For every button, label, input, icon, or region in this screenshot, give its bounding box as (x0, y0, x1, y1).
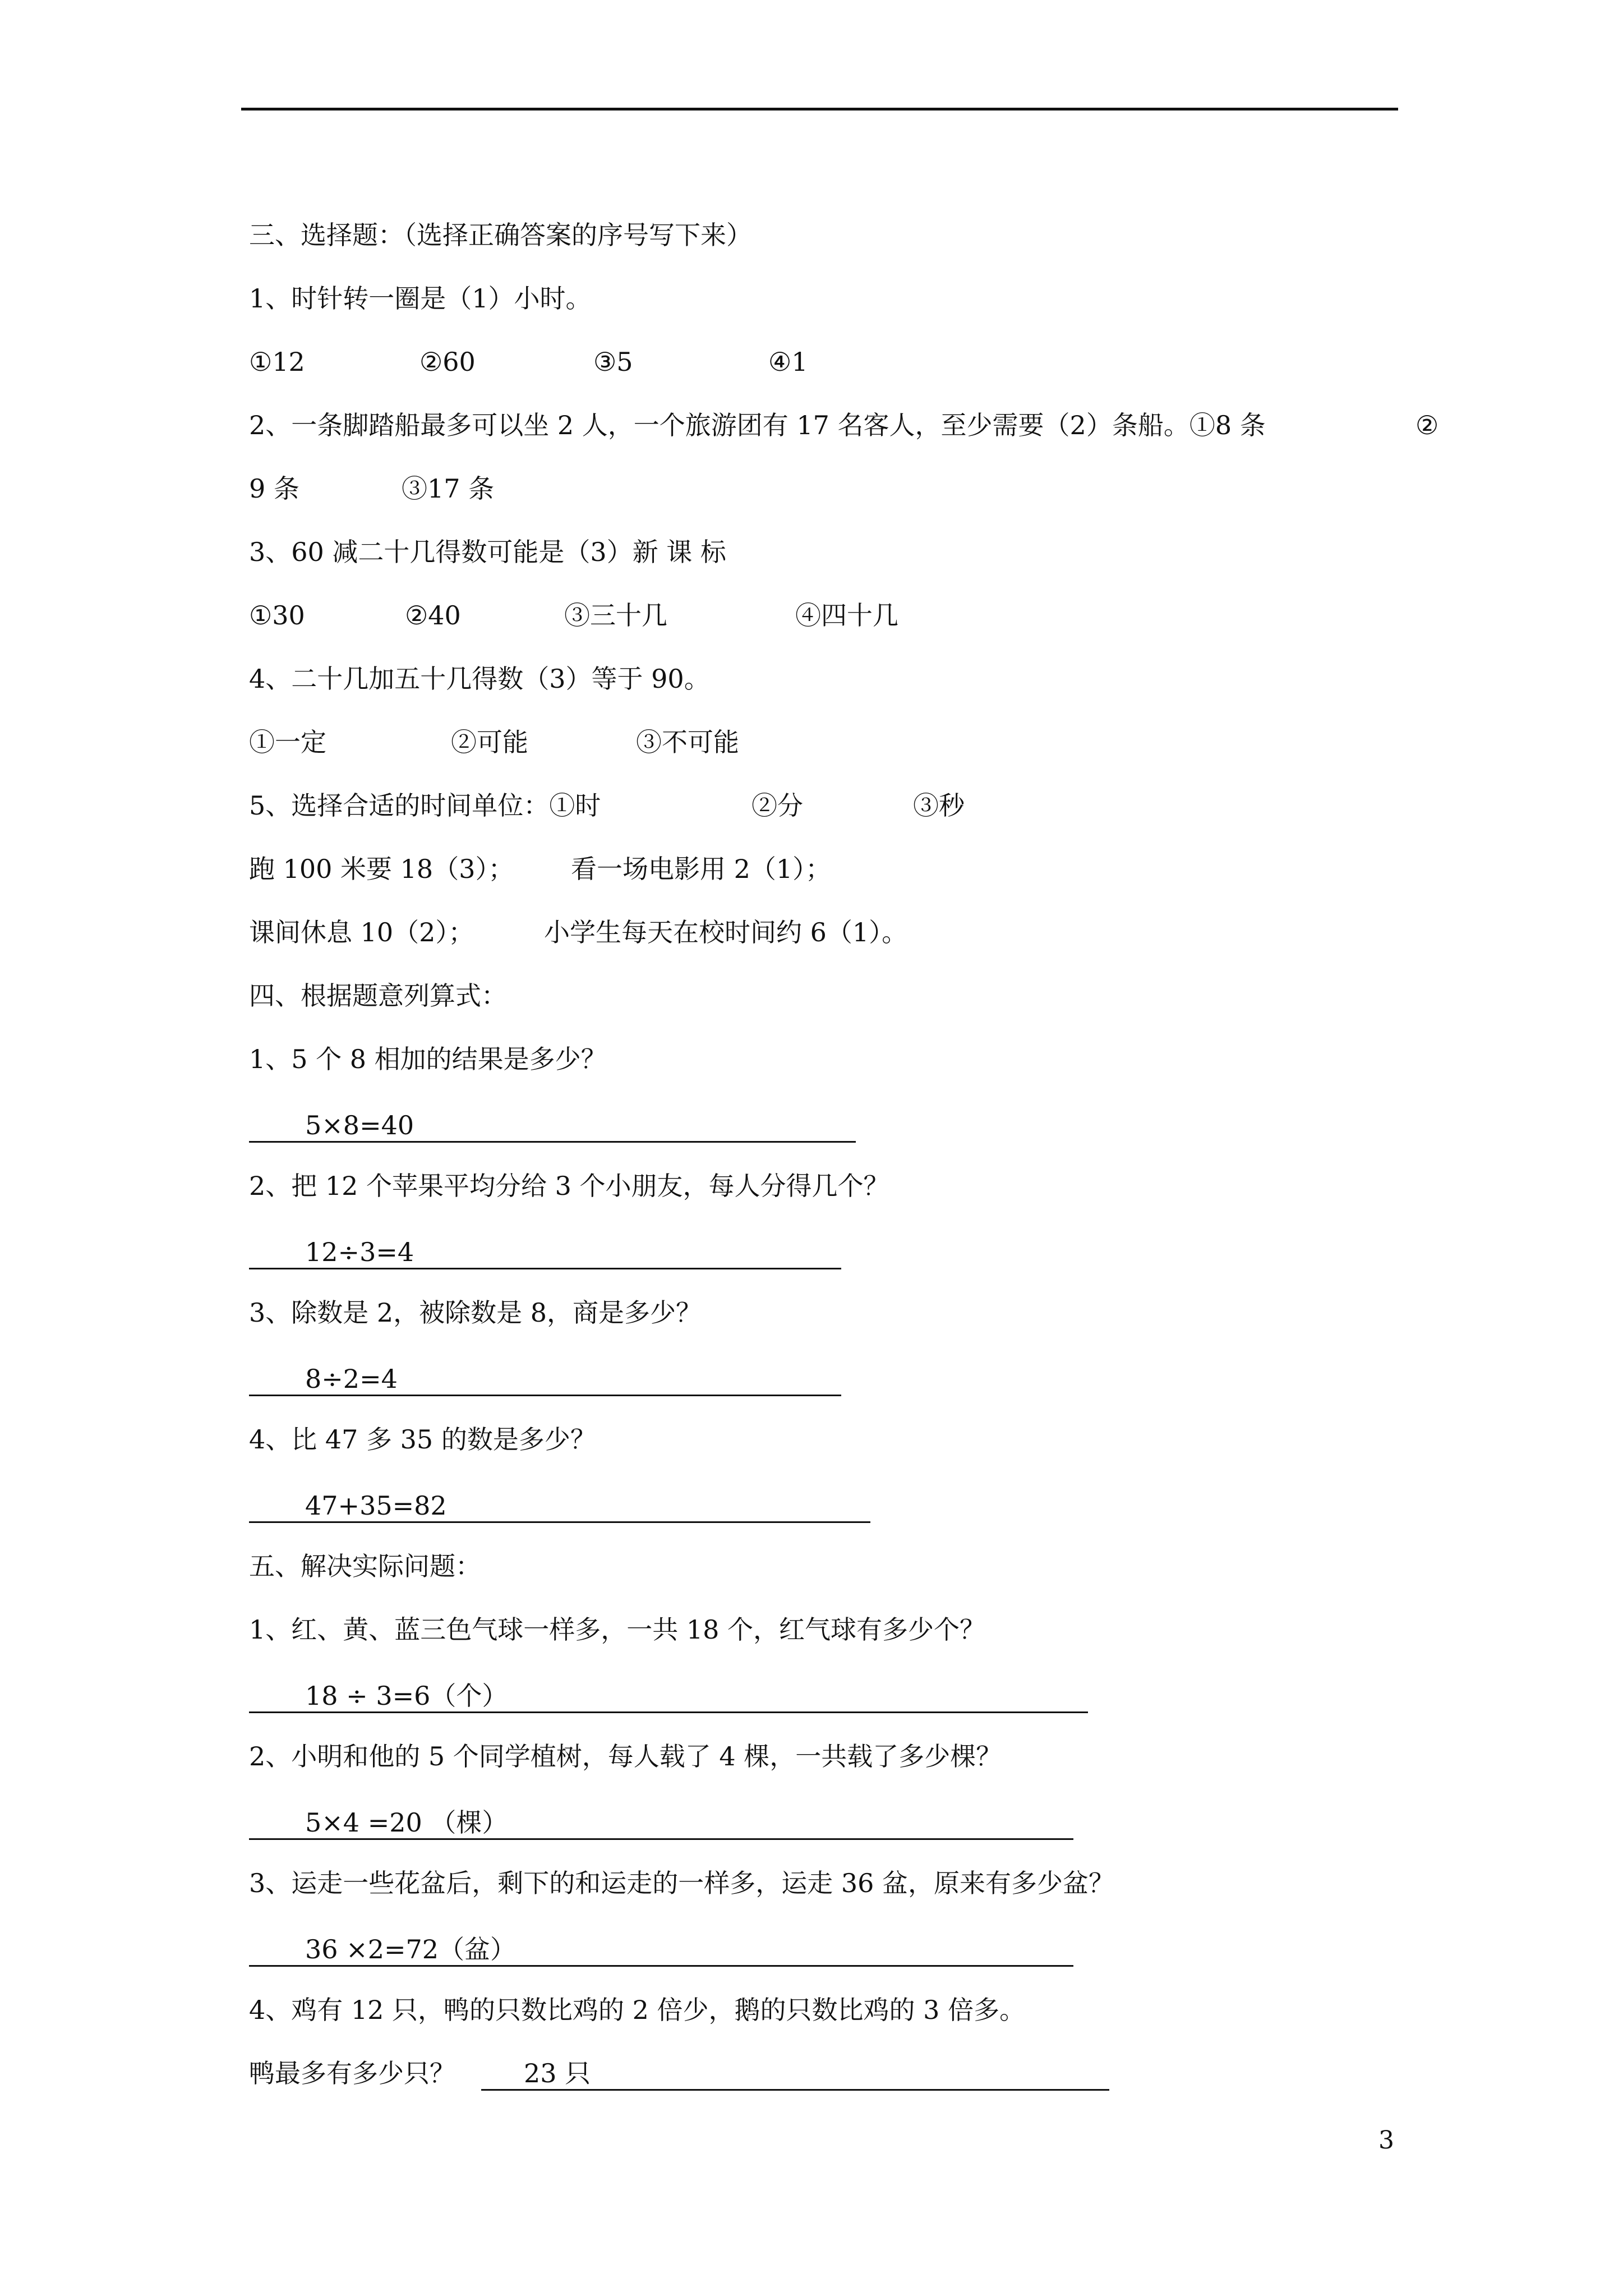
option-3-1-a: ①12 (249, 347, 305, 377)
option-3-4-c: ③不可能 (636, 727, 739, 757)
question-4-4: 4、比 47 多 35 的数是多少？ (249, 1424, 596, 1455)
question-3-4: 4、二十几加五十几得数（3）等于 90。 (249, 664, 710, 694)
answer-4-3: 8÷2=4 (305, 1364, 398, 1394)
question-5-1: 1、红、黄、蓝三色气球一样多，一共 18 个，红气球有多少个？ (249, 1614, 986, 1645)
section-3-heading: 三、选择题：（选择正确答案的序号写下来） (249, 220, 752, 250)
answer-underline (249, 1711, 1088, 1713)
question-4-3: 3、除数是 2，被除数是 8，商是多少？ (249, 1297, 702, 1328)
option-3-1-c: ③5 (593, 347, 633, 377)
question-3-2: 2、一条脚踏船最多可以坐 2 人，一个旅游团有 17 名客人，至少需要（2）条船。①8 条 (249, 410, 1266, 440)
answer-underline (249, 1965, 1073, 1967)
answer-underline (249, 1838, 1073, 1840)
page-number: 3 (1378, 2126, 1394, 2155)
header-rule (241, 108, 1398, 111)
question-3-5-a: 跑 100 米要 18（3）； (249, 854, 514, 884)
option-3-2-b: 9 条 (249, 473, 299, 504)
answer-4-4: 47+35=82 (305, 1490, 447, 1521)
option-3-3-c: ③三十几 (564, 600, 667, 631)
question-3-5-b: 看一场电影用 2（1）； (571, 854, 832, 884)
option-3-3-b: ②40 (405, 600, 461, 631)
unit-second: ③秒 (913, 790, 965, 821)
option-3-3-a: ①30 (249, 600, 305, 631)
answer-4-2: 12÷3=4 (305, 1237, 414, 1267)
section-4-heading: 四、根据题意列算式： (249, 981, 507, 1011)
question-5-2: 2、小明和他的 5 个同学植树，每人载了 4 棵，一共载了多少棵？ (249, 1741, 1002, 1772)
option-3-4-a: ①一定 (249, 727, 326, 757)
question-3-3: 3、60 减二十几得数可能是（3）新 课 标 (249, 537, 726, 567)
question-4-1: 1、5 个 8 相加的结果是多少？ (249, 1044, 607, 1074)
answer-4-1: 5×8=40 (305, 1110, 414, 1140)
option-3-2-c: ③17 条 (402, 473, 495, 504)
option-3-4-b: ②可能 (451, 727, 528, 757)
question-3-1: 1、时针转一圈是（1）小时。 (249, 283, 592, 314)
question-3-5-d: 小学生每天在校时间约 6（1）。 (544, 917, 908, 947)
question-3-5-c: 课间休息 10（2）； (249, 917, 474, 947)
answer-underline (481, 2089, 1109, 2091)
option-3-2-b-marker: ② (1415, 410, 1439, 440)
option-3-1-b: ②60 (419, 347, 476, 377)
answer-5-3: 36 ×2=72（盆） (305, 1934, 517, 1964)
option-3-1-d: ④1 (768, 347, 808, 377)
question-4-2: 2、把 12 个苹果平均分给 3 个小朋友，每人分得几个？ (249, 1171, 889, 1201)
answer-underline (249, 1141, 856, 1143)
answer-underline (249, 1521, 870, 1523)
answer-5-2: 5×4 =20 （棵） (305, 1807, 508, 1838)
question-5-3: 3、运走一些花盆后，剩下的和运走的一样多，运走 36 盆，原来有多少盆？ (249, 1868, 1115, 1898)
question-3-5: 5、选择合适的时间单位：①时 (249, 790, 601, 821)
question-5-4: 4、鸡有 12 只，鸭的只数比鸡的 2 倍少，鹅的只数比鸡的 3 倍多。 (249, 1995, 1026, 2025)
answer-underline (249, 1268, 841, 1269)
section-5-heading: 五、解决实际问题： (249, 1551, 481, 1581)
answer-underline (249, 1395, 841, 1396)
answer-5-1: 18 ÷ 3=6（个） (305, 1681, 508, 1711)
unit-minute: ②分 (751, 790, 803, 821)
answer-5-4: 23 只 (524, 2058, 591, 2088)
question-5-4-sub: 鸭最多有多少只？ (249, 2058, 455, 2088)
option-3-3-d: ④四十几 (795, 600, 898, 631)
